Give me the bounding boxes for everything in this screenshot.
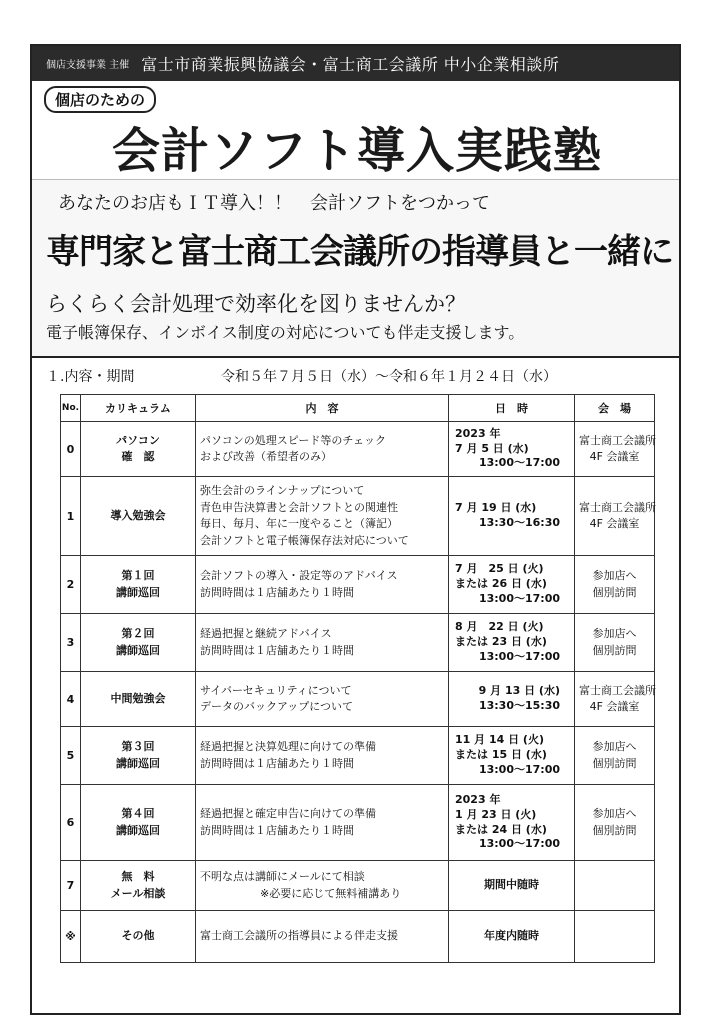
row-datetime: 9 月 13 日 (水) 13:30～15:30: [449, 672, 575, 727]
title-tagline: 個店のための: [44, 86, 156, 113]
header-no: No.: [61, 395, 81, 422]
row-venue: 参加店へ 個別訪問: [575, 556, 655, 614]
header-curriculum: カリキュラム: [81, 395, 196, 422]
row-datetime: 8 月 22 日 (火) または 23 日 (水) 13:00～17:00: [449, 614, 575, 672]
table-row: [61, 911, 655, 963]
row-venue: 参加店へ 個別訪問: [575, 614, 655, 672]
row-curriculum: 導入勉強会: [81, 477, 196, 556]
table-row: [61, 727, 655, 785]
schedule-table: [60, 394, 655, 963]
row-no: 1: [61, 477, 81, 556]
intro-line-4: 電子帳簿保存、インボイス制度の対応についても伴走支援します。: [46, 323, 525, 342]
row-content: 弥生会計のラインナップについて 青色申告決算書と会計ソフトとの関連性 毎日、毎月、年に一度やること（簿記） 会計ソフトと電子帳簿保存法対応について: [196, 477, 449, 556]
intro-line-1: あなたのお店もＩＴ導入！！ 会計ソフトをつかって: [58, 193, 490, 214]
row-venue: 参加店へ 個別訪問: [575, 727, 655, 785]
row-content: 経過把握と決算処理に向けての準備 訪問時間は１店舗あたり１時間: [196, 727, 449, 785]
row-venue: 富士商工会議所 4F 会議室: [575, 477, 655, 556]
row-no: 0: [61, 422, 81, 477]
row-no: 7: [61, 861, 81, 911]
row-datetime: 11 月 14 日 (火) または 15 日 (水) 13:00～17:00: [449, 727, 575, 785]
row-datetime: 年度内随時: [449, 911, 575, 963]
row-no: 3: [61, 614, 81, 672]
row-no: 2: [61, 556, 81, 614]
row-content: 富士商工会議所の指導員による伴走支援: [196, 911, 449, 963]
table-row: [61, 477, 655, 556]
header-venue: 会 場: [575, 395, 655, 422]
row-datetime: 7 月 25 日 (火) または 26 日 (水) 13:00～17:00: [449, 556, 575, 614]
row-curriculum: パソコン 確 認: [81, 422, 196, 477]
row-venue: 参加店へ 個別訪問: [575, 785, 655, 861]
table-row: [61, 422, 655, 477]
table-row: [61, 785, 655, 861]
table-row: [61, 861, 655, 911]
row-curriculum: 無 料 メール相談: [81, 861, 196, 911]
row-content: サイバーセキュリティについて データのバックアップについて: [196, 672, 449, 727]
schedule-body: [61, 422, 655, 963]
row-no: 5: [61, 727, 81, 785]
period-value: 令和５年７月５日（水）～令和６年１月２４日（水）: [221, 369, 557, 385]
row-curriculum: 第１回 講師巡回: [81, 556, 196, 614]
intro-headline: 専門家と富士商工会議所の指導員と一緒に: [46, 232, 673, 272]
period-label: １.内容・期間: [46, 369, 135, 385]
table-row: [61, 556, 655, 614]
row-curriculum: 第４回 講師巡回: [81, 785, 196, 861]
row-curriculum: 中間勉強会: [81, 672, 196, 727]
row-content: パソコンの処理スピード等のチェック および改善（希望者のみ）: [196, 422, 449, 477]
row-venue: [575, 911, 655, 963]
row-datetime: 7 月 19 日 (水) 13:30～16:30: [449, 477, 575, 556]
row-datetime: 2023 年 1 月 23 日 (火) または 24 日 (水) 13:00～17:00: [449, 785, 575, 861]
organizer-names: 富士市商業振興協議会・富士商工会議所 中小企業相談所: [141, 55, 560, 74]
intro-line-3: らくらく会計処理で効率化を図りませんか？: [46, 292, 466, 316]
period-line: [46, 366, 557, 386]
header-datetime: 日 時: [449, 395, 575, 422]
intro-section: [32, 179, 679, 358]
row-venue: 富士商工会議所 4F 会議室: [575, 672, 655, 727]
row-curriculum: 第３回 講師巡回: [81, 727, 196, 785]
sponsor-label: 個店支援事業 主催: [46, 60, 130, 71]
row-datetime: 期間中随時: [449, 861, 575, 911]
row-curriculum: 第２回 講師巡回: [81, 614, 196, 672]
page-title: 会計ソフト導入実践塾: [111, 123, 602, 179]
row-content: 不明な点は講師にメールにて相談 ※必要に応じて無料補講あり: [196, 861, 449, 911]
row-datetime: 2023 年 7 月 5 日 (水) 13:00～17:00: [449, 422, 575, 477]
flyer-sheet: [30, 44, 681, 1015]
row-venue: 富士商工会議所 4F 会議室: [575, 422, 655, 477]
table-header-row: [61, 395, 655, 422]
header-content: 内 容: [196, 395, 449, 422]
row-no: ※: [61, 911, 81, 963]
table-row: [61, 614, 655, 672]
organizer-banner: [32, 46, 679, 81]
row-curriculum: その他: [81, 911, 196, 963]
row-no: 6: [61, 785, 81, 861]
row-no: 4: [61, 672, 81, 727]
row-content: 会計ソフトの導入・設定等のアドバイス 訪問時間は１店舗あたり１時間: [196, 556, 449, 614]
row-content: 経過把握と確定申告に向けての準備 訪問時間は１店舗あたり１時間: [196, 785, 449, 861]
row-content: 経過把握と継続アドバイス 訪問時間は１店舗あたり１時間: [196, 614, 449, 672]
table-row: [61, 672, 655, 727]
row-venue: [575, 861, 655, 911]
